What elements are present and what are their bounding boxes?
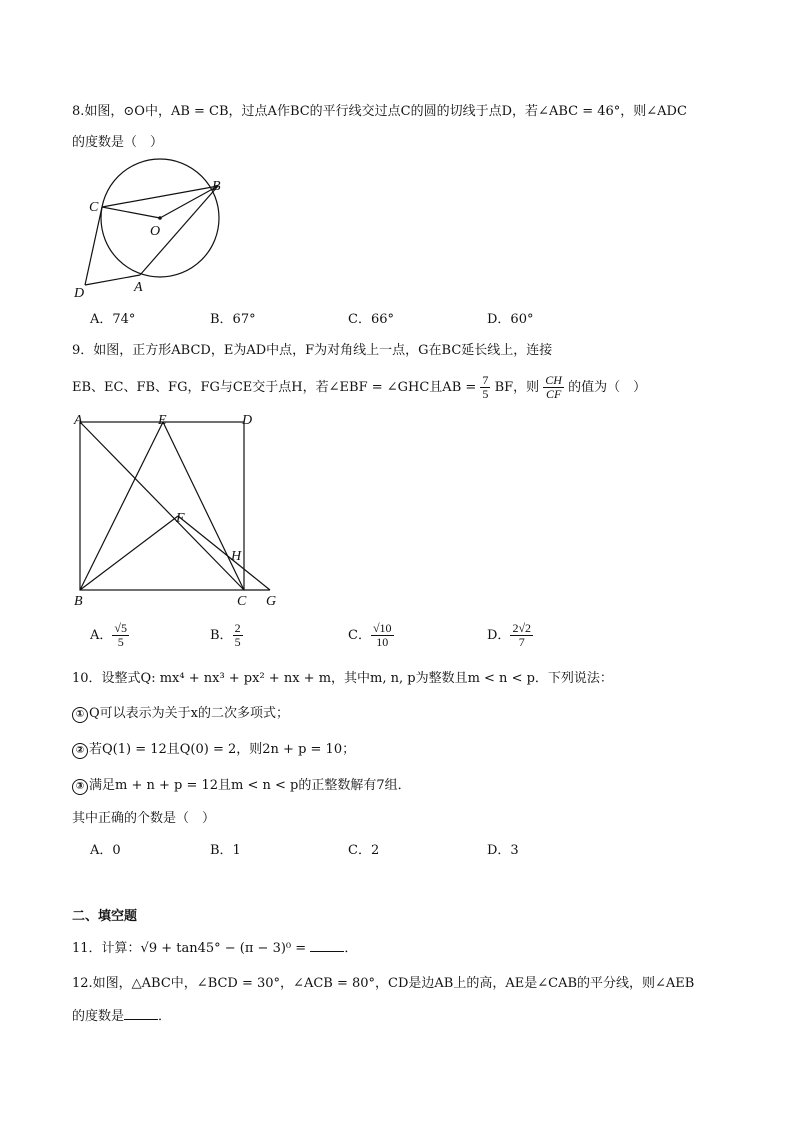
q10-text-line1: 10．设整式Q: mx⁴ + nx³ + px² + nx + m，其中m, n, p为整数且m < n < p．下列说法： [72,671,613,686]
q12-answer-blank[interactable] [124,1007,158,1020]
segment-co [102,207,160,218]
label-c: C [237,594,247,609]
circled-number-3: ③ [72,779,88,795]
segment-ec [163,422,244,590]
q10-option-a[interactable]: A．0 [90,843,121,858]
label-g: G [266,594,277,609]
q9-option-b[interactable]: B． $\frac{2}{5}$ [210,621,241,649]
center-dot [158,216,162,220]
q10-option-d[interactable]: D．3 [487,843,519,858]
label-c: C [89,200,99,215]
segment-fg [178,516,270,590]
segment-eb [80,422,163,590]
q8-option-d[interactable]: D．60° [487,312,534,327]
q10-statement-1: ① Q可以表示为关于x的二次多项式； [72,704,289,724]
q9-line2-post: 的值为（ ） [568,380,647,395]
q9-frac-ch-cf: $\frac{CH}{CF}$ [545,373,562,401]
label-d: D [242,413,253,428]
q8-figure [68,154,238,304]
q12-text-line2: 的度数是 ． [72,1009,172,1024]
q11-expression: √9 + tan45° − (π − 3)⁰ = [140,941,307,956]
q10-statement-2: ② 若Q(1) = 12且Q(0) = 2，则2n + p = 10； [72,740,355,760]
label-a: A [74,413,83,428]
diagonal-ac [80,422,244,590]
label-d: D [74,286,85,301]
q11-answer-blank[interactable] [310,939,344,952]
q9-text-line2 [72,374,646,402]
q9-option-c[interactable]: C． $\frac{√10}{10}$ [348,621,392,649]
q9-line2-pre: EB、EC、FB、FG，FG与CE交于点H，若∠EBF = ∠GHC且AB = [72,380,477,395]
label-a: A [134,280,143,295]
label-f: F [176,511,185,526]
q8-option-a[interactable]: A．74° [90,312,136,327]
label-b: B [74,594,83,609]
segment-cd [85,207,102,285]
label-o: O [150,224,161,239]
segment-cb [102,186,218,207]
q9-frac-7-5: $\frac{7}{5}$ [482,373,489,401]
q8-option-c[interactable]: C．66° [348,312,394,327]
q9-option-d[interactable]: D． $\frac{2√2}{7}$ [487,621,532,649]
q8-text-line1: 8.如图，⊙O中，AB = CB，过点A作BC的平行线交过点C的圆的切线于点D，若∠ABC = 46°，则∠ADC [72,104,687,119]
q9-figure [70,412,290,612]
segment-da [85,275,140,285]
label-h: H [231,549,242,564]
q11-text: 11．计算：√9 + tan45° − (π − 3)⁰ = ． [72,941,358,956]
label-e: E [158,413,167,428]
q10-statement-3: ③ 满足m + n + p = 12且m < n < p的正整数解有7组． [72,776,411,796]
q8-text-line2: 的度数是（ ） [72,135,164,150]
segment-fb [80,516,178,590]
q9-line2-mid: BF，则 [494,380,540,395]
q8-option-b[interactable]: B．67° [210,312,256,327]
section-heading-fill-in: 二、填空题 [72,909,138,924]
q10-option-c[interactable]: C．2 [348,843,380,858]
circled-number-1: ① [72,707,88,723]
q12-text-line1: 12.如图，△ABC中，∠BCD = 30°，∠ACB = 80°，CD是边AB上的高，AE是∠CAB的平分线，则∠AEB [72,976,695,991]
q10-question: 其中正确的个数是（ ） [72,811,216,826]
circled-number-2: ② [72,743,88,759]
q9-text-line1: 9．如图，正方形ABCD，E为AD中点，F为对角线上一点，G在BC延长线上，连接 [72,343,553,358]
label-b: B [212,179,221,194]
q10-option-b[interactable]: B．1 [210,843,241,858]
q9-option-a[interactable]: A． $\frac{√5}{5}$ [90,621,127,649]
